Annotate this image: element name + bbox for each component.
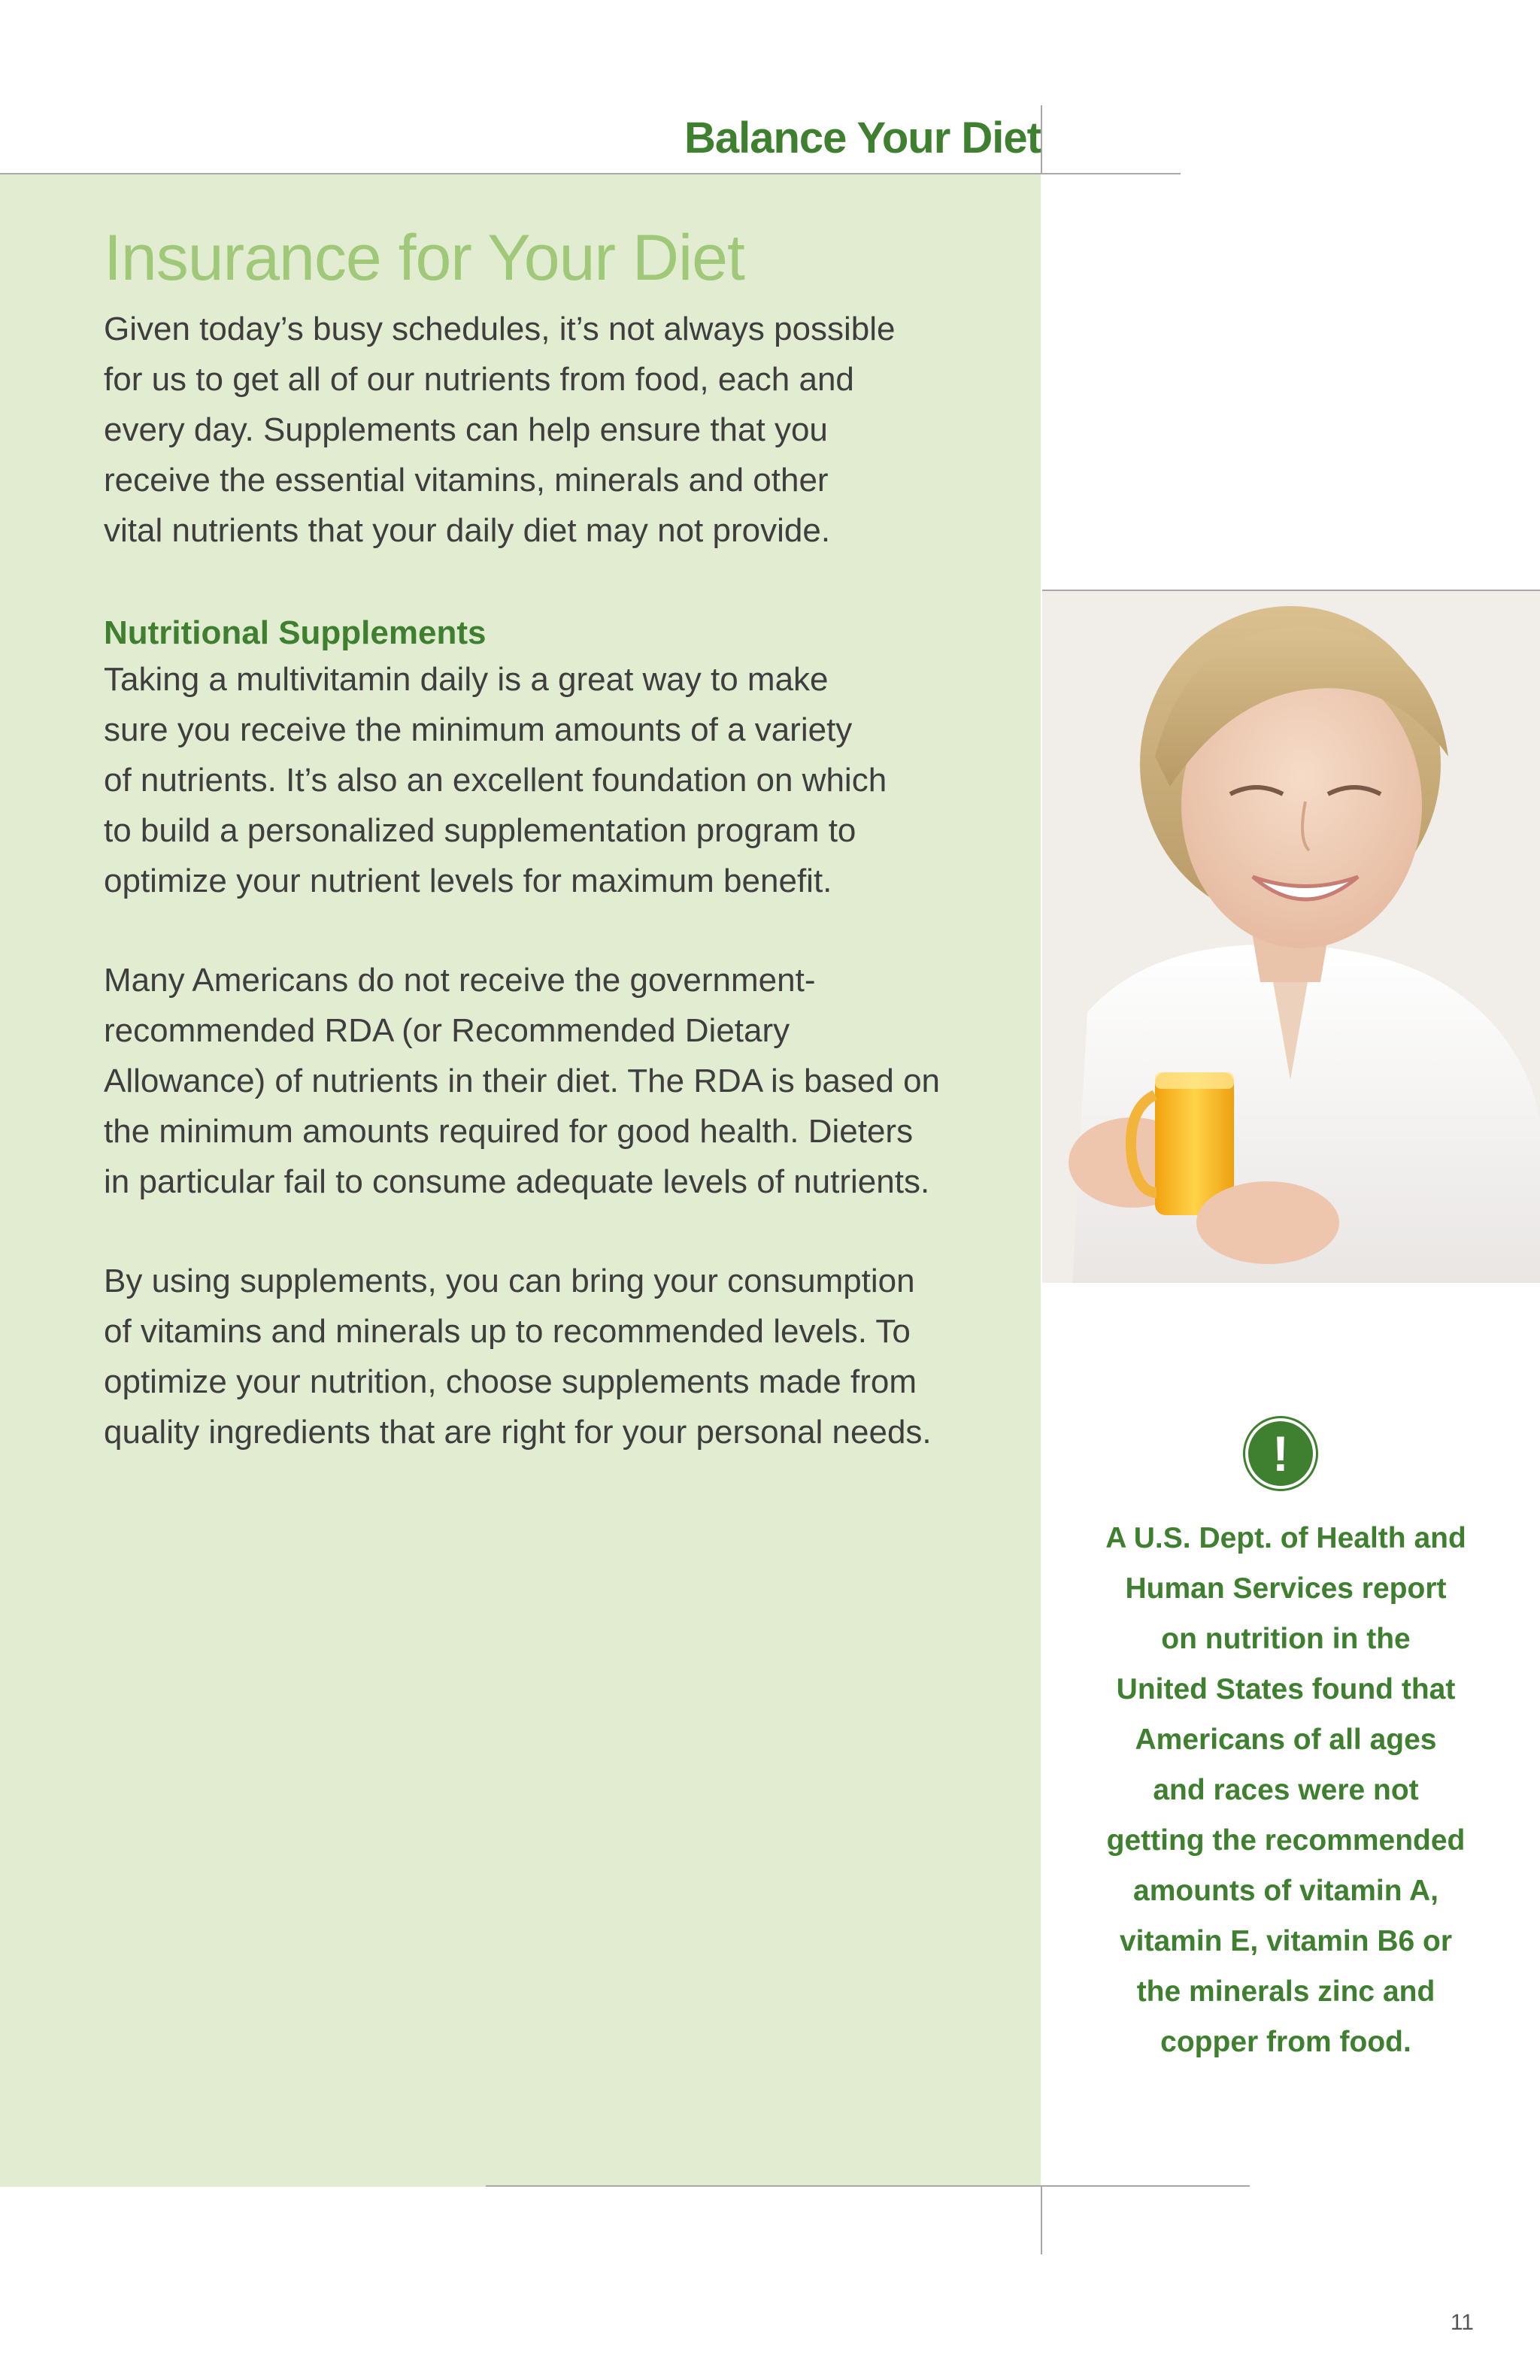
text-line: Many Americans do not receive the government- [104, 962, 816, 999]
page-number: 11 [1450, 2310, 1474, 2335]
note-line: A U.S. Dept. of Health and [1105, 1522, 1466, 1554]
text-line: every day. Supplements can help ensure that you [104, 411, 828, 448]
note-line: United States found that [1116, 1673, 1456, 1705]
text-line: quality ingredients that are right for your personal needs. [104, 1414, 932, 1451]
intro-paragraph [104, 304, 1021, 556]
text-line: to build a personalized supplementation program to [104, 812, 856, 849]
text-line: Allowance) of nutrients in their diet. The RDA is based on [104, 1063, 941, 1099]
text-line: of nutrients. It’s also an excellent foundation on which [104, 762, 887, 799]
exclamation-icon: ! [1248, 1421, 1313, 1486]
paragraph-multivitamin [104, 654, 1021, 906]
bottom-rule [486, 2185, 1250, 2187]
note-line: amounts of vitamin A, [1133, 1875, 1438, 1907]
note-line: vitamin E, vitamin B6 or [1119, 1925, 1453, 1957]
text-line: Taking a multivitamin daily is a great way to make [104, 661, 829, 698]
note-line: getting the recommended [1106, 1824, 1466, 1857]
note-line: the minerals zinc and [1136, 1975, 1435, 2008]
text-line: vital nutrients that your daily diet may not provide. [104, 512, 831, 549]
sidebar-note [1083, 1513, 1489, 2067]
note-line: and races were not [1153, 1774, 1419, 1806]
note-line: Human Services report [1125, 1572, 1447, 1605]
note-line: Americans of all ages [1135, 1724, 1437, 1756]
note-line: on nutrition in the [1161, 1623, 1411, 1655]
text-line: sure you receive the minimum amounts of a variety [104, 711, 853, 748]
text-line: for us to get all of our nutrients from food, each and [104, 361, 854, 398]
note-line: copper from food. [1160, 2026, 1411, 2058]
article-title: Insurance for Your Diet [104, 222, 744, 294]
header-divider [1041, 105, 1042, 174]
text-line: of vitamins and minerals up to recommended levels. To [104, 1313, 911, 1350]
footer-divider [1041, 2185, 1042, 2254]
text-line: in particular fail to consume adequate levels of nutrients. [104, 1163, 930, 1200]
text-line: Given today’s busy schedules, it’s not always possible [104, 311, 896, 347]
section-title: Balance Your Diet [684, 114, 1041, 162]
text-line: receive the essential vitamins, minerals and other [104, 462, 829, 499]
text-line: optimize your nutrition, choose supplements made from [104, 1363, 917, 1400]
top-rule-left [0, 173, 1042, 174]
text-line: optimize your nutrient levels for maximum benefit. [104, 863, 832, 899]
paragraph-rda [104, 955, 1021, 1207]
text-line: the minimum amounts required for good health. Dieters [104, 1113, 914, 1150]
top-rule-right [1042, 173, 1181, 174]
paragraph-supplements [104, 1256, 1021, 1457]
text-line: By using supplements, you can bring your consumption [104, 1263, 915, 1299]
woman-with-juice-photo [1042, 591, 1540, 1283]
text-line: recommended RDA (or Recommended Dietary [104, 1012, 790, 1049]
subheading: Nutritional Supplements [104, 614, 487, 651]
